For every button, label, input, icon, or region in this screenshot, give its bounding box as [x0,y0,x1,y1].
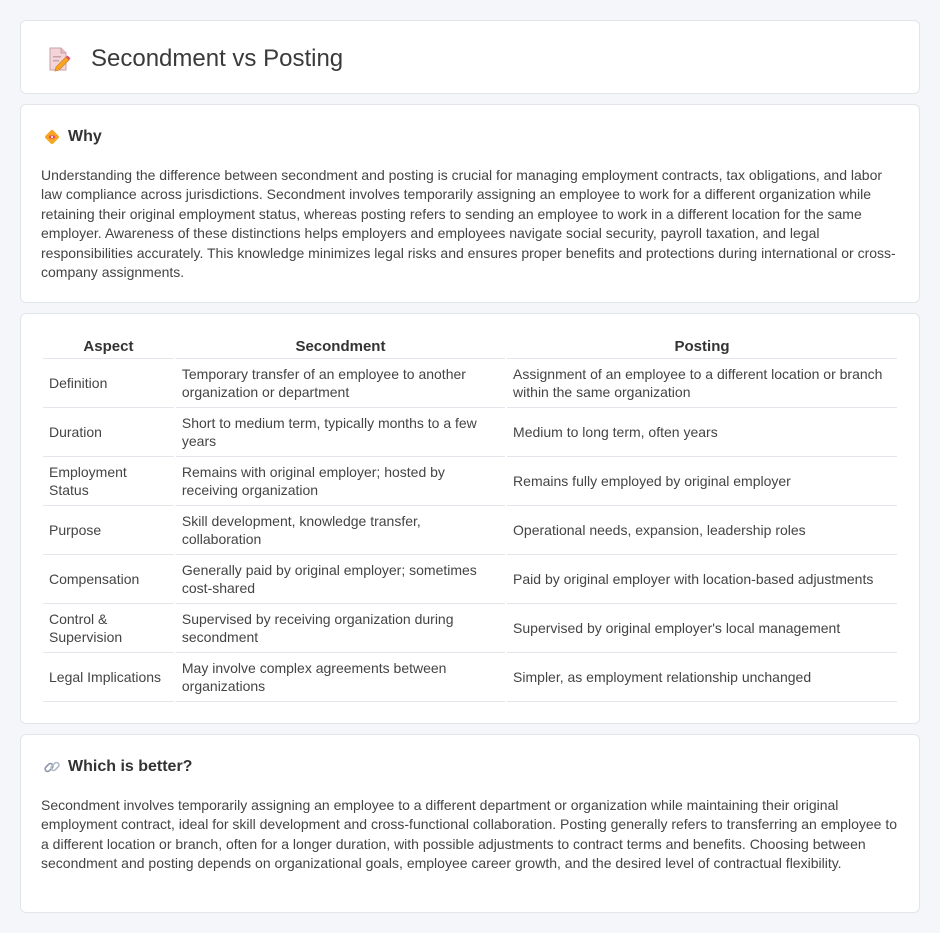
comparison-card [20,313,920,724]
link-icon [43,758,61,776]
comparison-table [41,336,899,702]
title-row [47,45,343,73]
table-row [43,359,897,408]
secondment-cell: Temporary transfer of an employee to another organization or department [176,359,505,408]
posting-cell: Medium to long term, often years [507,408,897,457]
better-text: Secondment involves temporarily assigning an employee to a different department or organization while maintaining their original employment contract, ideal for skill development and cross-functional collaboration. Posting generally refers to transferring an employee to a different location or branch, often for a longer duration, with possible adjustments to contract terms and benefits. Choosing between secondment and posting depends on organizational goals, employee career growth, and the desired level of contractual flexibility. [41,797,897,872]
why-text: Understanding the difference between secondment and posting is crucial for managing employment contracts, tax obligations, and labor law compliance across jurisdictions. Secondment involves temporarily assigning an employee to work for a different organization while retaining their original employment status, whereas posting refers to sending an employee to work in a different location for the same employer. Awareness of these distinctions helps employers and employees navigate social security, payroll taxation, and legal responsibilities accurately. This knowledge minimizes legal risks and ensures proper benefits and protections during international or cross-company assignments. [41,167,896,281]
aspect-cell: Definition [43,359,174,408]
better-heading: Which is better? [68,758,193,775]
why-heading: Why [68,128,102,145]
table-row [43,506,897,555]
secondment-cell: Remains with original employer; hosted by receiving organization [176,457,505,506]
table-row [43,555,897,604]
table-header-row [43,336,897,359]
header-aspect: Aspect [43,336,174,359]
aspect-cell: Employment Status [43,457,174,506]
secondment-cell: Generally paid by original employer; sometimes cost-shared [176,555,505,604]
page-title: Secondment vs Posting [91,45,344,72]
title-card [20,20,920,94]
aspect-cell: Control & Supervision [43,604,174,653]
secondment-cell: Supervised by receiving organization during secondment [176,604,505,653]
secondment-cell: Short to medium term, typically months to a few years [176,408,505,457]
aspect-cell: Legal Implications [43,653,174,702]
table-row [43,604,897,653]
posting-cell: Supervised by original employer's local management [507,604,897,653]
secondment-cell: May involve complex agreements between organizations [176,653,505,702]
header-posting: Posting [507,336,897,359]
posting-cell: Remains fully employed by original employer [507,457,897,506]
secondment-cell: Skill development, knowledge transfer, collaboration [176,506,505,555]
diamond-sign-icon [43,128,61,146]
table-row [43,653,897,702]
document-pencil-icon [47,46,71,72]
why-header [43,128,102,146]
posting-cell: Assignment of an employee to a different location or branch within the same organization [507,359,897,408]
table-row [43,408,897,457]
posting-cell: Paid by original employer with location-based adjustments [507,555,897,604]
table-row [43,457,897,506]
header-secondment: Secondment [176,336,505,359]
aspect-cell: Duration [43,408,174,457]
posting-cell: Simpler, as employment relationship unchanged [507,653,897,702]
aspect-cell: Purpose [43,506,174,555]
better-card [20,734,920,913]
posting-cell: Operational needs, expansion, leadership roles [507,506,897,555]
aspect-cell: Compensation [43,555,174,604]
better-header [43,758,192,776]
why-card [20,104,920,303]
